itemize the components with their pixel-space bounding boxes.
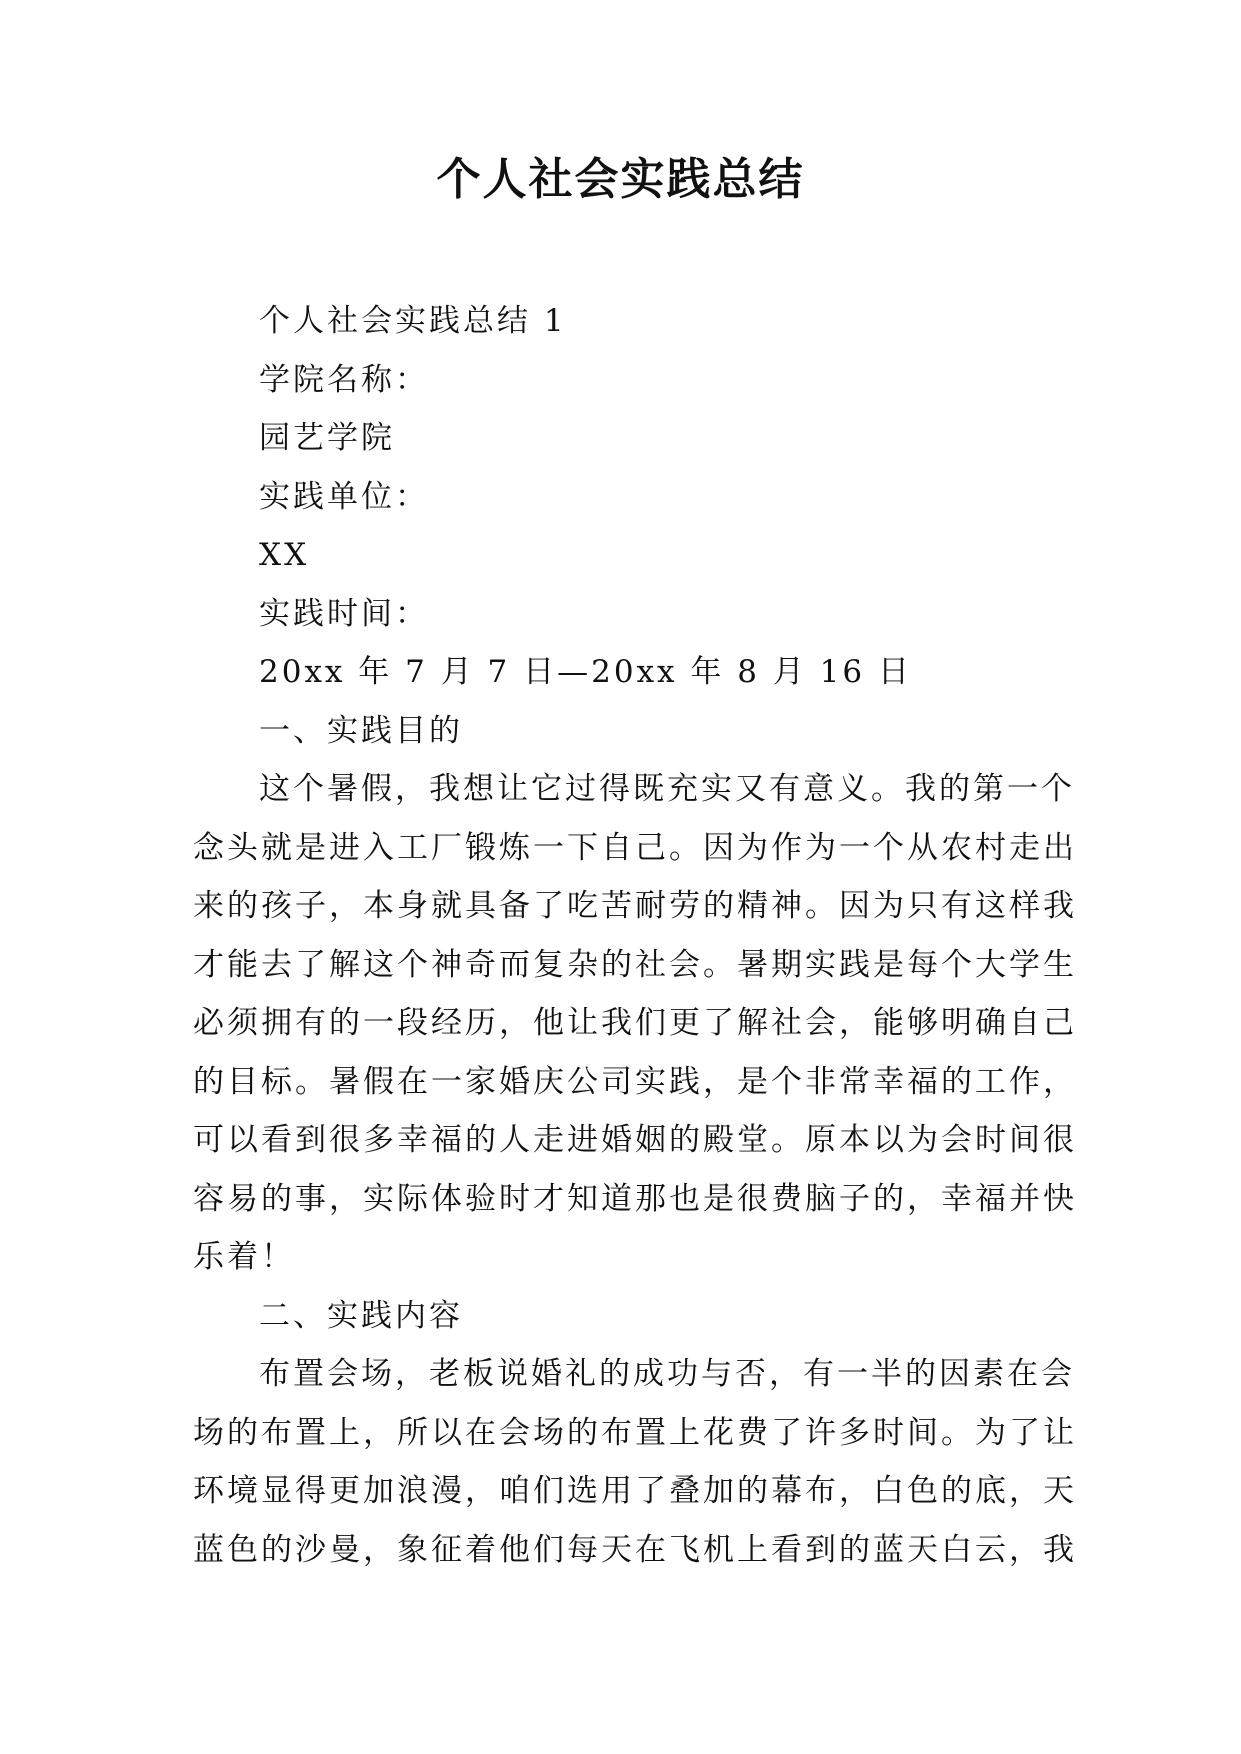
field-label-unit: 实践单位： xyxy=(259,478,429,515)
field-label-time: 实践时间： xyxy=(259,595,429,632)
paragraph-line: 布置会场，老板说婚礼的成功与否，有一半的因素在会 xyxy=(259,1356,1075,1392)
paragraph-line: 可以看到很多幸福的人走进婚姻的殿堂。原本以为会时间很 xyxy=(193,1122,1077,1158)
section-heading: 个人社会实践总结 1 xyxy=(259,303,567,339)
document-body xyxy=(193,292,1077,1579)
paragraph-line: 乐着！ xyxy=(193,1239,295,1275)
paragraph-line: 蓝色的沙曼，象征着他们每天在飞机上看到的蓝天白云，我 xyxy=(193,1531,1077,1568)
subheading-purpose: 一、实践目的 xyxy=(259,712,463,749)
field-value-time: 20xx 年 7 月 7 日—20xx 年 8 月 16 日 xyxy=(259,654,912,690)
paragraph-line: 场的布置上，所以在会场的布置上花费了许多时间。为了让 xyxy=(193,1414,1077,1451)
paragraph-line: 环境显得更加浪漫，咱们选用了叠加的幕布，白色的底，天 xyxy=(193,1473,1077,1509)
subheading-content: 二、实践内容 xyxy=(259,1297,463,1334)
field-value-college: 园艺学院 xyxy=(259,420,395,456)
paragraph-line: 的目标。暑假在一家婚庆公司实践，是个非常幸福的工作， xyxy=(193,1063,1077,1100)
document-title: 个人社会实践总结 xyxy=(436,154,805,205)
paragraph-line: 念头就是进入工厂锻炼一下自己。因为作为一个从农村走出 xyxy=(193,829,1077,866)
paragraph-line: 来的孩子，本身就具备了吃苦耐劳的精神。因为只有这样我 xyxy=(193,888,1077,924)
paragraph-line: 必须拥有的一段经历，他让我们更了解社会，能够明确自己 xyxy=(193,1005,1077,1041)
paragraph-line: 容易的事，实际体验时才知道那也是很费脑子的，幸福并快 xyxy=(193,1180,1077,1217)
field-label-college: 学院名称： xyxy=(259,361,429,398)
field-value-unit: XX xyxy=(259,537,310,573)
paragraph-line: 才能去了解这个神奇而复杂的社会。暑期实践是每个大学生 xyxy=(193,946,1077,983)
paragraph-line: 这个暑假，我想让它过得既充实又有意义。我的第一个 xyxy=(259,771,1075,807)
